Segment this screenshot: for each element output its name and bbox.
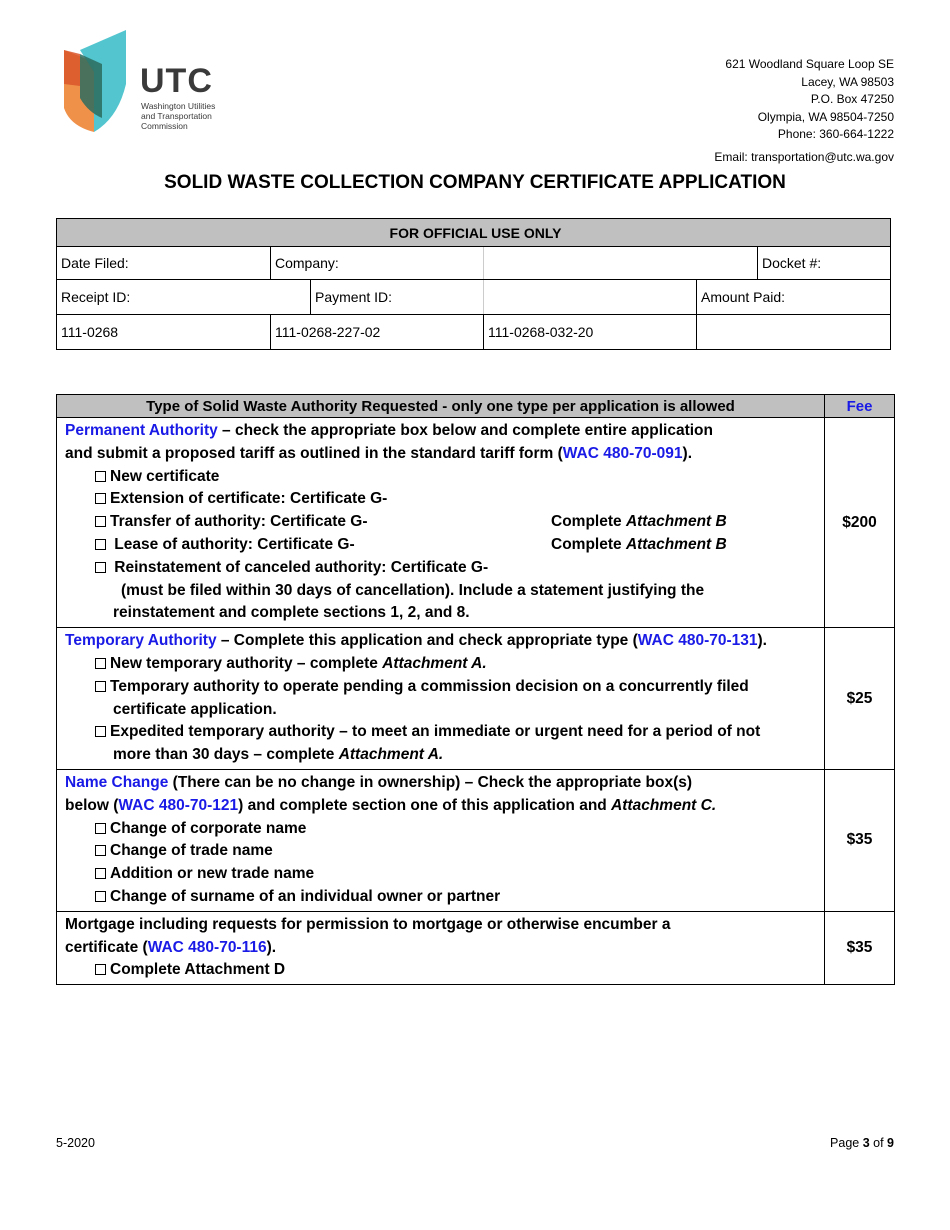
- page-title: SOLID WASTE COLLECTION COMPANY CERTIFICATE APPLICATION: [164, 172, 786, 193]
- checkbox[interactable]: [95, 658, 106, 669]
- payment-code: 111-0268-227-02: [271, 315, 484, 350]
- option-new-temporary[interactable]: New temporary authority – complete Attachment A.: [65, 653, 816, 676]
- permanent-fee: $200: [825, 418, 895, 628]
- authority-table-header: Type of Solid Waste Authority Requested - only one type per application is allowed: [57, 395, 825, 418]
- permanent-authority-row: Permanent Authority – check the appropriate box below and complete entire application and submit a proposed tariff as outlined in the standard tariff form (WAC 480-70-091). New certificate Extension of certificate: Certificate G- Transfer of authority: Certificate G- Complete Attachment B Lease of authority: Certificate G- Complete Attachment B Reinstatement of canceled authority: Certificate G- (must be filed within 30 days of cancellation). Include a statement justifying the reinstatement and complete sections 1, 2, and 8. $200: [57, 418, 895, 628]
- authority-type-table: [56, 394, 895, 985]
- docket-field[interactable]: Docket #:: [758, 247, 891, 280]
- option-corporate-name[interactable]: Change of corporate name: [65, 818, 816, 841]
- utc-logo-icon: [62, 28, 132, 134]
- form-date: 5-2020: [56, 1136, 95, 1150]
- checkbox[interactable]: [95, 471, 106, 482]
- checkbox[interactable]: [95, 891, 106, 902]
- option-transfer[interactable]: Transfer of authority: Certificate G- Complete Attachment B: [65, 511, 816, 534]
- amount-paid-field[interactable]: Amount Paid:: [697, 280, 891, 315]
- temporary-authority-row: Temporary Authority – Complete this application and check appropriate type (WAC 480-70-131). New temporary authority – complete Attachment A. Temporary authority to operate pending a commission decision on a concurrently filed certificate application. Expedited temporary authority – to meet an immediate or urgent need for a period of not more than 30 days – complete Attachment A. $25: [57, 628, 895, 770]
- checkbox[interactable]: [95, 562, 106, 573]
- option-surname[interactable]: Change of surname of an individual owner or partner: [65, 886, 816, 909]
- company-field[interactable]: Company:: [271, 247, 484, 280]
- name-change-row: Name Change (There can be no change in ownership) – Check the appropriate box(s) below (WAC 480-70-121) and complete section one of this application and Attachment C. Change of corporate name Change of trade name Addition or new trade name Change of surname of an individual owner or partner $35: [57, 769, 895, 911]
- checkbox[interactable]: [95, 726, 106, 737]
- checkbox[interactable]: [95, 539, 106, 550]
- wac-link[interactable]: WAC 480-70-121: [118, 796, 239, 814]
- checkbox[interactable]: [95, 845, 106, 856]
- temporary-authority-title: Temporary Authority: [65, 632, 217, 650]
- checkbox[interactable]: [95, 868, 106, 879]
- checkbox[interactable]: [95, 823, 106, 834]
- date-filed-field[interactable]: Date Filed:: [57, 247, 271, 280]
- wac-link[interactable]: WAC 480-70-131: [637, 632, 758, 650]
- option-expedited[interactable]: Expedited temporary authority – to meet an immediate or urgent need for a period of not: [65, 721, 816, 744]
- option-new-trade-name[interactable]: Addition or new trade name: [65, 863, 816, 886]
- official-use-table: [56, 218, 891, 350]
- permanent-authority-title: Permanent Authority: [65, 422, 218, 439]
- option-temporary-pending[interactable]: Temporary authority to operate pending a commission decision on a concurrently filed: [65, 676, 816, 699]
- logo-text: UTC: [140, 62, 213, 100]
- option-attachment-d[interactable]: Complete Attachment D: [65, 959, 816, 982]
- option-trade-name[interactable]: Change of trade name: [65, 840, 816, 863]
- wac-link[interactable]: WAC 480-70-091: [562, 444, 683, 462]
- option-reinstatement[interactable]: Reinstatement of canceled authority: Certificate G-: [65, 557, 816, 580]
- checkbox[interactable]: [95, 681, 106, 692]
- payment-id-field[interactable]: Payment ID:: [311, 280, 484, 315]
- official-use-heading: FOR OFFICIAL USE ONLY: [57, 219, 891, 247]
- name-change-title: Name Change: [65, 773, 169, 791]
- logo-subtitle: Washington Utilities and Transportation Commission: [141, 101, 216, 131]
- receipt-id-field[interactable]: Receipt ID:: [57, 280, 311, 315]
- checkbox[interactable]: [95, 964, 106, 975]
- amount-code: 111-0268-032-20: [484, 315, 697, 350]
- receipt-code: 111-0268: [57, 315, 271, 350]
- checkbox[interactable]: [95, 516, 106, 527]
- option-new-certificate[interactable]: New certificate: [65, 466, 816, 489]
- option-lease[interactable]: Lease of authority: Certificate G- Complete Attachment B: [65, 534, 816, 557]
- fee-header: Fee: [825, 395, 895, 418]
- option-extension[interactable]: Extension of certificate: Certificate G-: [65, 488, 816, 511]
- page-number: Page 3 of 9: [830, 1136, 894, 1150]
- checkbox[interactable]: [95, 493, 106, 504]
- contact-email[interactable]: Email: transportation@utc.wa.gov: [714, 149, 894, 164]
- address-block: 621 Woodland Square Loop SE Lacey, WA 98503 P.O. Box 47250 Olympia, WA 98504-7250 Phone: 360-664-1222 Email: transportation@utc.wa.gov: [714, 56, 894, 167]
- mortgage-fee: $35: [825, 911, 895, 984]
- temporary-fee: $25: [825, 628, 895, 770]
- wac-link[interactable]: WAC 480-70-116: [147, 938, 267, 956]
- mortgage-row: Mortgage including requests for permission to mortgage or otherwise encumber a certificate (WAC 480-70-116). Complete Attachment D $35: [57, 911, 895, 984]
- name-change-fee: $35: [825, 769, 895, 911]
